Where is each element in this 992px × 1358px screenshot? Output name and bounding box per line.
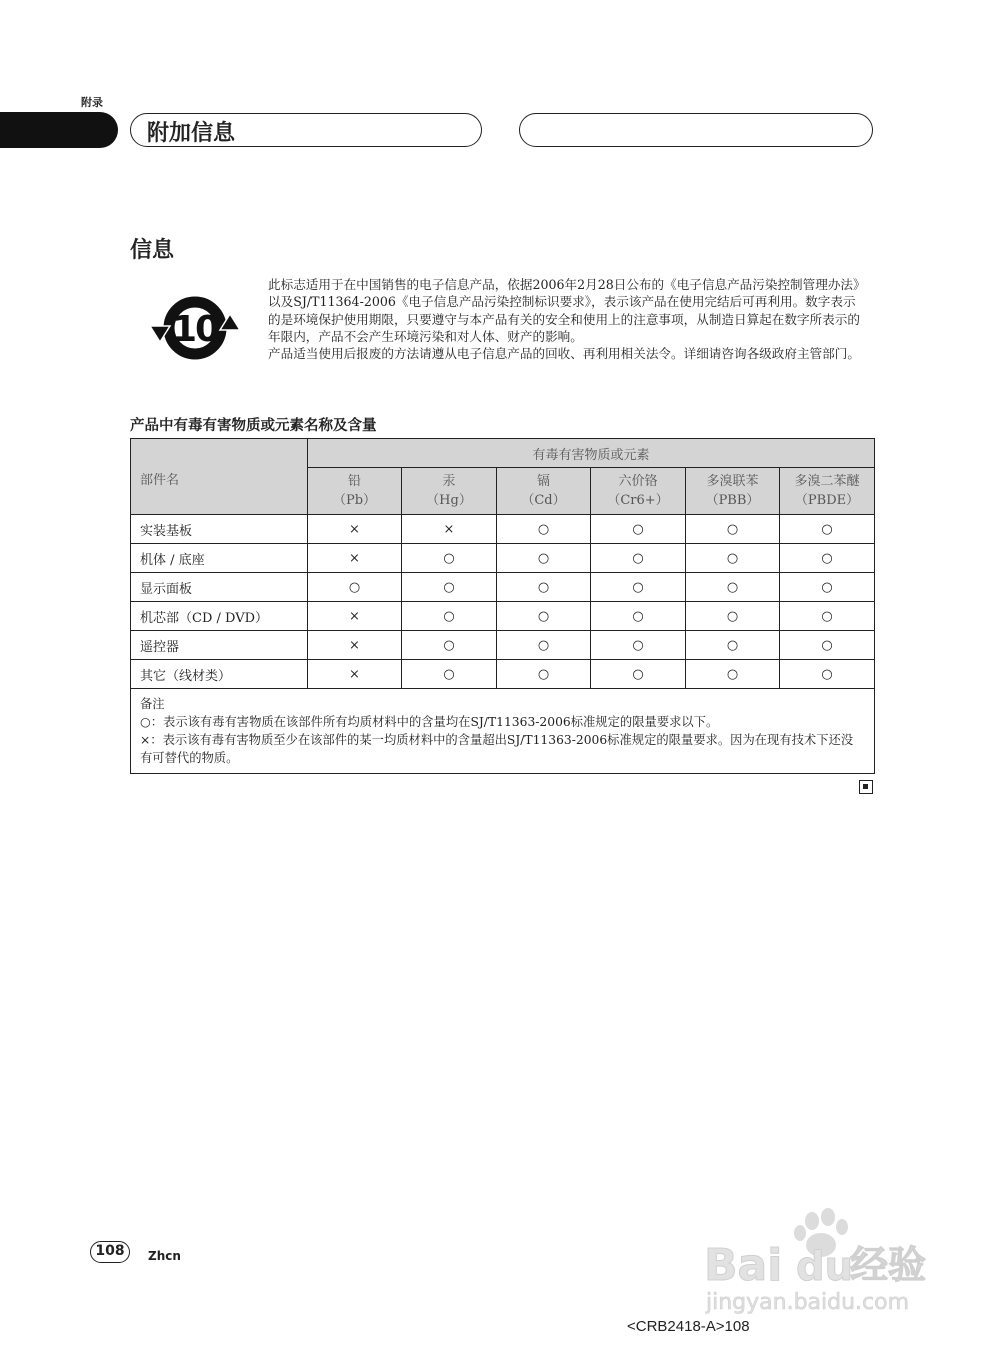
table-cell: ○ bbox=[686, 515, 780, 544]
table-row bbox=[131, 515, 875, 544]
end-mark-icon bbox=[859, 780, 873, 794]
title-frame-right bbox=[519, 113, 873, 147]
table-cell: ○ bbox=[591, 631, 686, 660]
intro-paragraph: 此标志适用于在中国销售的电子信息产品，依据2006年2月28日公布的《电子信息产品污染控制管理办法》以及SJ/T11364-2006《电子信息产品污染控制标识要求》，表示该产品在使用完结后可再利用。数字表示的是环境保护使用期限，只要遵守与本产品有关的安全和使用上的注意事项，从制造日算起在数字所表示的年限内，产品不会产生环境污染和对人体、财产的影响。 bbox=[268, 277, 866, 344]
page-title: 附加信息 bbox=[147, 121, 236, 146]
table-cell: ○ bbox=[780, 515, 875, 544]
table-cell: ○ bbox=[308, 573, 402, 602]
table-notes bbox=[131, 689, 875, 774]
table-cell: ○ bbox=[497, 631, 591, 660]
part-name: 显示面板 bbox=[131, 573, 308, 602]
column-header: 铅 （Pb） bbox=[308, 468, 402, 515]
baidu-watermark-logo bbox=[700, 1205, 940, 1315]
table-cell: × bbox=[308, 631, 402, 660]
svg-text:经验: 经验 bbox=[850, 1243, 927, 1287]
table-cell: ○ bbox=[497, 544, 591, 573]
table-cell: ○ bbox=[780, 544, 875, 573]
table-cell: ○ bbox=[497, 515, 591, 544]
column-header: 镉 （Cd） bbox=[497, 468, 591, 515]
efup-logo-icon bbox=[150, 296, 240, 360]
logo-number: 10 bbox=[171, 309, 219, 350]
table-cell: ○ bbox=[686, 573, 780, 602]
table-cell: ○ bbox=[686, 602, 780, 631]
table-cell: ○ bbox=[780, 602, 875, 631]
column-header: 多溴二苯醚 （PBDE） bbox=[780, 468, 875, 515]
part-name: 实装基板 bbox=[131, 515, 308, 544]
group-header: 有毒有害物质或元素 bbox=[308, 439, 875, 468]
table-cell: ○ bbox=[780, 573, 875, 602]
notes-title: 备注 bbox=[140, 697, 165, 711]
table-cell: ○ bbox=[591, 544, 686, 573]
table-cell: ○ bbox=[686, 544, 780, 573]
column-header: 汞 （Hg） bbox=[402, 468, 497, 515]
table-cell: ○ bbox=[402, 573, 497, 602]
note-cross: ×：表示该有毒有害物质至少在该部件的某一均质材料中的含量超出SJ/T11363-2006标准规定的限量要求。因为在现有技术下还没有可替代的物质。 bbox=[140, 733, 854, 765]
section-heading: 信息 bbox=[130, 238, 175, 263]
note-circle: ○：表示该有毒有害物质在该部件所有均质材料中的含量均在SJ/T11363-2006标准规定的限量要求以下。 bbox=[140, 715, 719, 729]
intro-paragraph: 产品适当使用后报废的方法请遵从电子信息产品的回收、再利用相关法令。详细请咨询各级政府主管部门。 bbox=[268, 346, 860, 362]
part-name: 遥控器 bbox=[131, 631, 308, 660]
svg-text:Bai: Bai bbox=[704, 1240, 783, 1291]
table-row bbox=[131, 631, 875, 660]
watermark-url: jingyan.baidu.com bbox=[706, 1290, 910, 1315]
part-name: 机体 / 底座 bbox=[131, 544, 308, 573]
table-cell: × bbox=[308, 660, 402, 689]
table-cell: ○ bbox=[402, 544, 497, 573]
table-cell: ○ bbox=[402, 602, 497, 631]
table-cell: × bbox=[308, 515, 402, 544]
column-header: 六价铬 （Cr6+） bbox=[591, 468, 686, 515]
svg-text:du: du bbox=[796, 1244, 854, 1290]
document-code: <CRB2418-A>108 bbox=[627, 1318, 750, 1335]
table-cell: ○ bbox=[497, 573, 591, 602]
table-cell: × bbox=[308, 544, 402, 573]
part-name: 其它（线材类） bbox=[131, 660, 308, 689]
table-row bbox=[131, 573, 875, 602]
table-row bbox=[131, 660, 875, 689]
table-cell: ○ bbox=[686, 660, 780, 689]
table-title: 产品中有毒有害物质或元素名称及含量 bbox=[130, 418, 377, 434]
table-cell: ○ bbox=[780, 631, 875, 660]
table-cell: ○ bbox=[591, 573, 686, 602]
page-number: 108 bbox=[90, 1241, 130, 1263]
table-row bbox=[131, 544, 875, 573]
table-cell: ○ bbox=[591, 660, 686, 689]
section-label: 附录 bbox=[81, 96, 103, 109]
part-name: 机芯部（CD / DVD） bbox=[131, 602, 308, 631]
table-cell: ○ bbox=[402, 660, 497, 689]
intro-text bbox=[268, 276, 868, 362]
table-cell: ○ bbox=[497, 660, 591, 689]
substance-table bbox=[130, 438, 874, 774]
table-row bbox=[131, 602, 875, 631]
table-cell: × bbox=[402, 515, 497, 544]
part-header: 部件名 bbox=[131, 439, 308, 515]
table-cell: ○ bbox=[497, 602, 591, 631]
table-cell: ○ bbox=[591, 515, 686, 544]
table-cell: ○ bbox=[780, 660, 875, 689]
section-tab bbox=[0, 112, 118, 148]
language-code: Zhcn bbox=[148, 1249, 181, 1263]
table-cell: ○ bbox=[591, 602, 686, 631]
table-cell: ○ bbox=[402, 631, 497, 660]
table-cell: ○ bbox=[686, 631, 780, 660]
column-header: 多溴联苯 （PBB） bbox=[686, 468, 780, 515]
table-cell: × bbox=[308, 602, 402, 631]
